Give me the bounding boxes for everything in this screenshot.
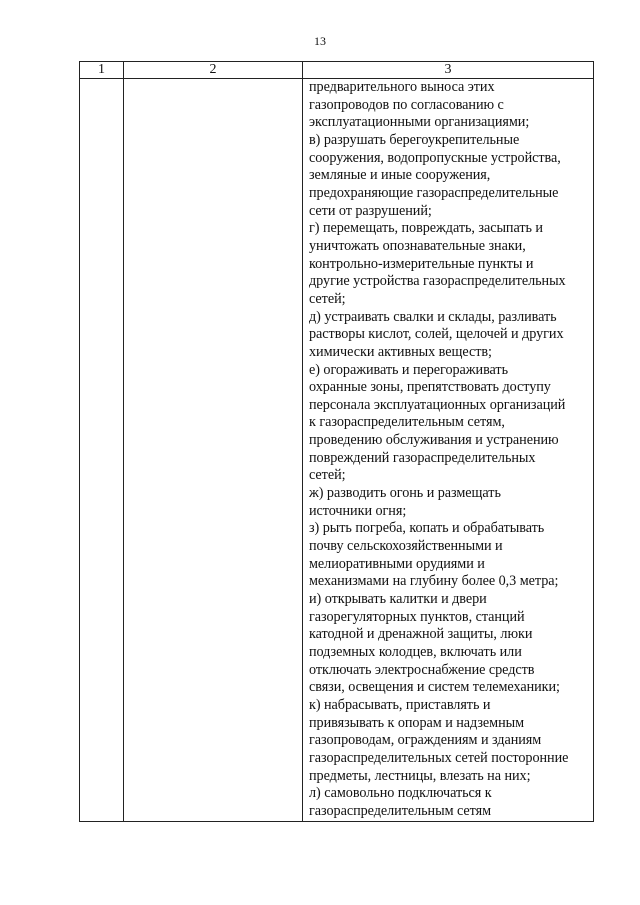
text-line: е) огораживать и перегораживать bbox=[309, 361, 508, 378]
text-line: мелиоративными орудиями и bbox=[309, 555, 485, 572]
text-line: газопроводам, ограждениям и зданиям bbox=[309, 732, 542, 749]
text-line: сооружения, водопропускные устройства, bbox=[309, 149, 561, 166]
text-line: катодной и дренажной защиты, люки bbox=[309, 626, 533, 643]
text-line: механизмами на глубину более 0,3 метра; bbox=[309, 573, 559, 590]
text-line: предохраняющие газораспределительные bbox=[309, 184, 559, 201]
text-line: газопроводов по согласованию с bbox=[309, 96, 504, 113]
text-line: сетей; bbox=[309, 467, 346, 484]
cell-column-2 bbox=[124, 79, 303, 822]
text-line: эксплуатационными организациями; bbox=[309, 114, 530, 131]
text-line: привязывать к опорам и надземным bbox=[309, 714, 525, 731]
text-line: в) разрушать берегоукрепительные bbox=[309, 131, 520, 148]
text-line: связи, освещения и систем телемеханики; bbox=[309, 679, 560, 696]
text-line: д) устраивать свалки и склады, разливать bbox=[309, 308, 557, 325]
text-line: повреждений газораспределительных bbox=[309, 449, 536, 466]
text-line: охранные зоны, препятствовать доступу bbox=[309, 379, 551, 396]
text-line: персонала эксплуатационных организаций bbox=[309, 396, 566, 413]
text-line: источники огня; bbox=[309, 502, 407, 519]
table-header-row bbox=[80, 62, 594, 79]
text-line: к) набрасывать, приставлять и bbox=[309, 696, 491, 713]
text-line: газорегуляторных пунктов, станций bbox=[309, 608, 525, 625]
column-header-3: 3 bbox=[303, 62, 594, 79]
document-table bbox=[79, 61, 594, 822]
text-line: отключать электроснабжение средств bbox=[309, 661, 535, 678]
text-line: предварительного выноса этих bbox=[309, 79, 495, 95]
column-header-1: 1 bbox=[80, 62, 124, 79]
cell-column-1 bbox=[80, 79, 124, 822]
column-header-2: 2 bbox=[124, 62, 303, 79]
text-line: сети от разрушений; bbox=[309, 202, 432, 219]
text-line: сетей; bbox=[309, 290, 346, 307]
text-line: предметы, лестницы, влезать на них; bbox=[309, 767, 531, 784]
text-line: химически активных веществ; bbox=[309, 343, 492, 360]
text-line: ж) разводить огонь и размещать bbox=[309, 485, 501, 502]
text-line: г) перемещать, повреждать, засыпать и bbox=[309, 220, 543, 237]
text-line: газораспределительных сетей посторонние bbox=[309, 749, 569, 766]
text-line: л) самовольно подключаться к bbox=[309, 785, 492, 802]
page-number: 13 bbox=[314, 34, 326, 48]
text-line: проведению обслуживания и устранению bbox=[309, 432, 559, 449]
text-line: подземных колодцев, включать или bbox=[309, 644, 522, 660]
text-line: другие устройства газораспределительных bbox=[309, 273, 566, 290]
text-line: и) открывать калитки и двери bbox=[309, 591, 487, 608]
text-line: з) рыть погреба, копать и обрабатывать bbox=[309, 520, 545, 537]
cell-column-3 bbox=[303, 79, 594, 822]
text-line: растворы кислот, солей, щелочей и других bbox=[309, 326, 564, 343]
text-line: к газораспределительным сетям, bbox=[309, 414, 505, 431]
table-row bbox=[80, 79, 594, 822]
text-line: газораспределительным сетям bbox=[309, 802, 492, 819]
text-line: уничтожать опознавательные знаки, bbox=[309, 237, 526, 254]
text-line: почву сельскохозяйственными и bbox=[309, 538, 503, 555]
text-line: земляные и иные сооружения, bbox=[309, 167, 491, 184]
text-line: контрольно-измерительные пункты и bbox=[309, 255, 534, 272]
